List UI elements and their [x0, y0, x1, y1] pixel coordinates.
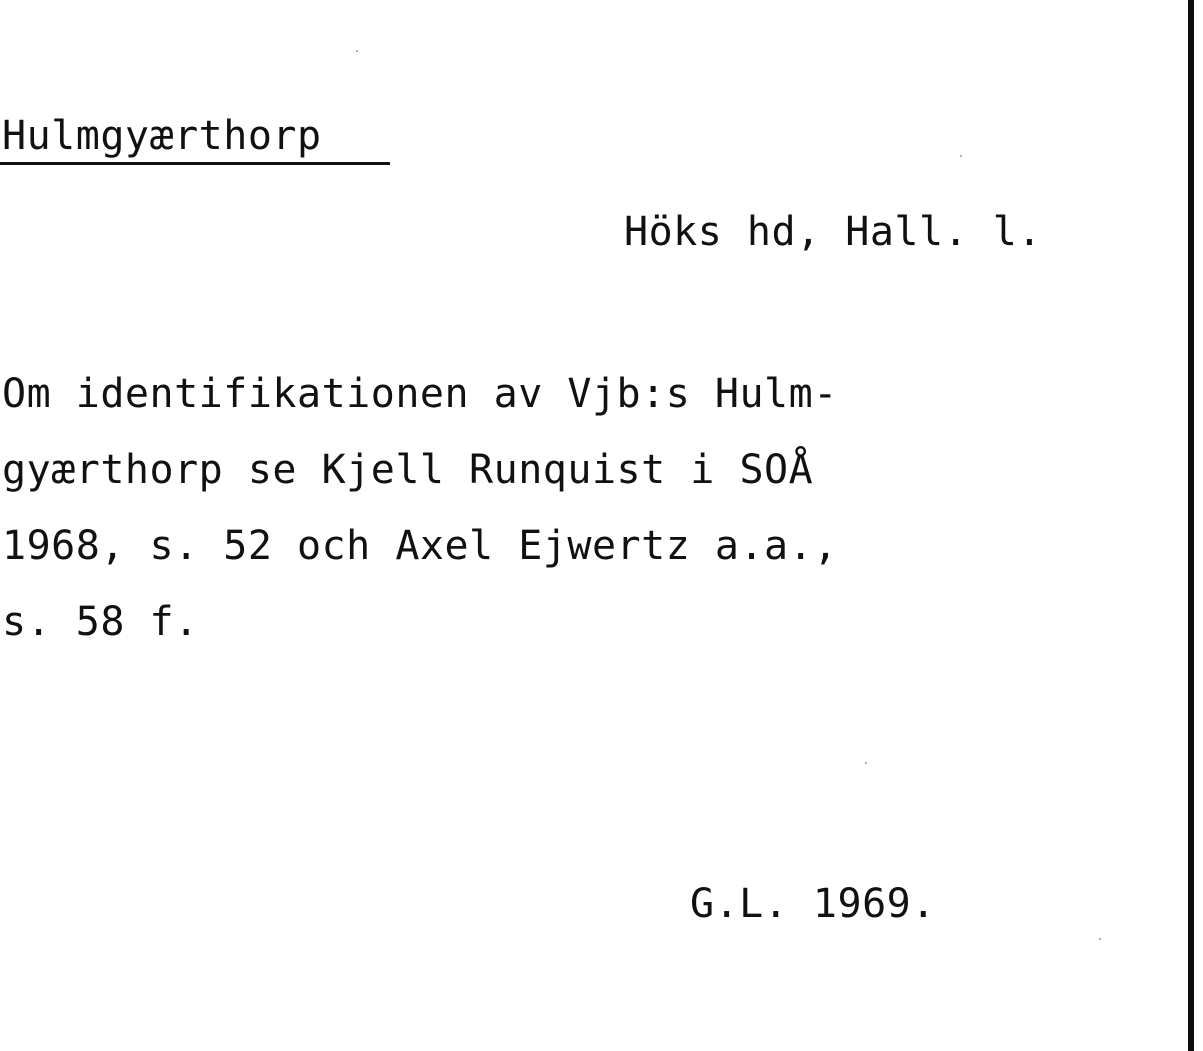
card-right-edge [1188, 0, 1194, 1051]
body-line: Om identifikationen av Vjb:s Hulm- [2, 371, 838, 417]
location-reference: Höks hd, Hall. l. [624, 209, 1042, 255]
signature-date: G.L. 1969. [690, 881, 936, 927]
card-body-text [2, 356, 1102, 660]
headword-underline [0, 162, 390, 165]
scan-speck [356, 50, 358, 52]
scan-speck [1099, 938, 1101, 940]
body-line: gyærthorp se Kjell Runquist i SOÅ [2, 447, 814, 493]
headword: Hulmgyærthorp [2, 113, 322, 159]
body-line: s. 58 f. [2, 599, 199, 645]
body-line: 1968, s. 52 och Axel Ejwertz a.a., [2, 523, 838, 569]
scan-speck [865, 762, 867, 764]
scan-speck [960, 155, 962, 157]
